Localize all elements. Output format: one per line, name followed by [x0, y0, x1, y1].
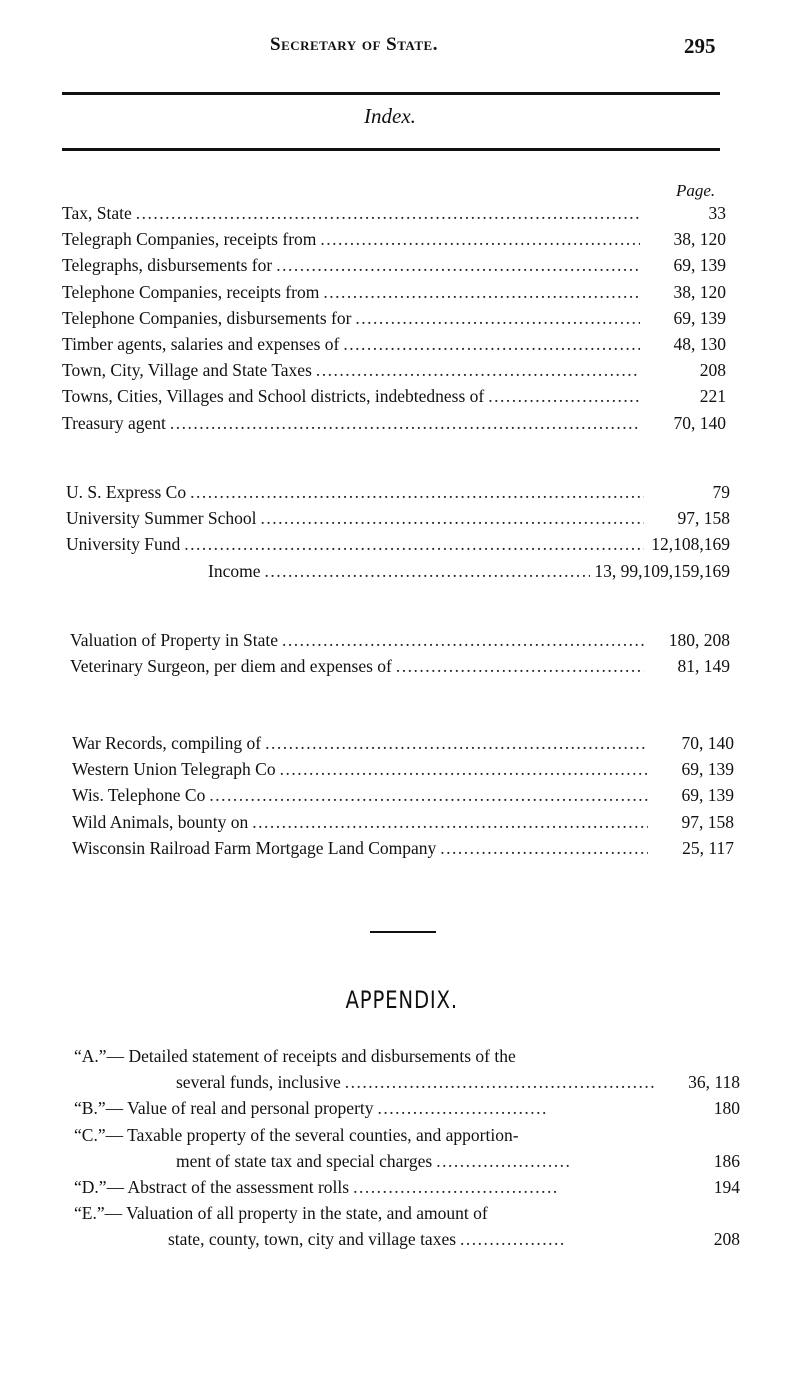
appendix-text: ment of state tax and special charges	[176, 1150, 433, 1171]
leader-dots	[345, 1072, 654, 1093]
section-divider	[370, 931, 436, 933]
entry-pages: 208	[699, 360, 726, 381]
entry-label: Income	[208, 560, 261, 581]
appendix-text: several funds, inclusive	[176, 1072, 341, 1093]
entry-label: Telephone Companies, disbursements for	[62, 307, 352, 328]
entry-label: Wisconsin Railroad Farm Mortgage Land Company	[72, 837, 437, 858]
top-rule	[62, 92, 720, 95]
index-entry	[62, 360, 726, 386]
bottom-rule	[62, 148, 720, 151]
entry-label: Town, City, Village and State Taxes	[62, 360, 312, 381]
entry-label: Tax, State	[62, 203, 132, 223]
appendix-key: “C.”	[74, 1124, 106, 1145]
entry-pages: 13, 99,109,159,169	[594, 560, 730, 581]
leader-dots	[282, 630, 644, 651]
leader-dots	[323, 282, 640, 303]
entry-pages: 70, 140	[681, 733, 734, 753]
entry-label: Telephone Companies, receipts from	[62, 281, 320, 302]
leader-dots	[396, 656, 644, 677]
index-entry	[66, 482, 730, 508]
appendix-pages: 180	[713, 1098, 740, 1119]
leader-dots	[440, 838, 648, 859]
entry-label: Telegraph Companies, receipts from	[62, 229, 317, 250]
entry-label: War Records, compiling of	[72, 733, 262, 753]
entry-pages: 221	[699, 386, 726, 407]
leader-dots	[190, 482, 644, 503]
entry-pages: 79	[712, 482, 730, 502]
leader-dots	[280, 759, 648, 780]
leader-dots	[316, 360, 640, 381]
index-entry	[70, 630, 730, 656]
entry-pages: 12,108,169	[651, 534, 730, 555]
appendix-item-e	[74, 1203, 740, 1229]
entry-label: Towns, Cities, Villages and School districts, indebtedness of	[62, 386, 485, 407]
index-group-w	[72, 733, 734, 864]
index-entry	[72, 812, 734, 838]
appendix-item-c-cont	[74, 1151, 740, 1177]
entry-pages: 69, 139	[673, 307, 726, 328]
entry-pages: 97, 158	[677, 508, 730, 529]
appendix-pages: 194	[713, 1176, 740, 1197]
leader-dots	[265, 733, 648, 754]
entry-label: University Fund	[66, 534, 181, 555]
index-group-v	[70, 630, 730, 682]
appendix-text: — Taxable property of the several counties, and apportion-	[105, 1124, 519, 1145]
leader-dots	[276, 255, 640, 276]
entry-label: Veterinary Surgeon, per diem and expenses of	[70, 656, 392, 677]
index-entry	[72, 785, 734, 811]
leader-dots	[136, 203, 640, 224]
leader-dots	[170, 413, 640, 434]
entry-label: Treasury agent	[62, 412, 166, 433]
leader-dots	[460, 1229, 564, 1250]
index-entry	[62, 229, 726, 255]
page-number: 295	[684, 34, 716, 58]
appendix-text: — Abstract of the assessment rolls	[106, 1176, 350, 1197]
entry-pages: 180, 208	[668, 630, 730, 650]
entry-label: Western Union Telegraph Co	[72, 759, 276, 780]
entry-pages: 38, 120	[673, 281, 726, 302]
running-head	[0, 34, 802, 62]
appendix-item-e-cont	[74, 1229, 740, 1255]
appendix-key: “A.”	[74, 1046, 107, 1066]
index-group-t	[62, 203, 726, 439]
entry-label: Wis. Telephone Co	[72, 785, 206, 806]
leader-dots	[378, 1098, 548, 1119]
leader-dots	[353, 1177, 559, 1198]
index-entry	[66, 508, 730, 534]
leader-dots	[261, 508, 644, 529]
appendix-text: — Value of real and personal property	[105, 1098, 374, 1119]
index-entry	[62, 255, 726, 281]
index-entry	[62, 203, 726, 229]
leader-dots	[184, 534, 644, 555]
entry-label: Timber agents, salaries and expenses of	[62, 333, 340, 354]
entry-pages: 38, 120	[673, 229, 726, 250]
entry-label: University Summer School	[66, 508, 257, 529]
index-entry	[72, 733, 734, 759]
appendix-item-a	[74, 1046, 740, 1072]
index-subentry	[66, 561, 730, 587]
leader-dots	[436, 1151, 570, 1172]
appendix-key: “E.”	[74, 1203, 105, 1224]
entry-pages: 48, 130	[673, 333, 726, 354]
entry-pages: 69, 139	[673, 255, 726, 276]
entry-pages: 69, 139	[681, 785, 734, 806]
index-entry	[66, 534, 730, 560]
index-entry	[62, 386, 726, 412]
section-title: Index.	[364, 104, 416, 128]
entry-pages: 97, 158	[681, 811, 734, 832]
appendix-item-b	[74, 1098, 740, 1124]
index-entry	[62, 413, 726, 439]
index-entry	[62, 334, 726, 360]
page-column-heading: Page.	[676, 181, 716, 200]
leader-dots	[209, 785, 648, 806]
appendix-item-d	[74, 1177, 740, 1203]
entry-label: Telegraphs, disbursements for	[62, 255, 273, 276]
entry-label: U. S. Express Co	[66, 482, 187, 502]
appendix-text: — Detailed statement of receipts and disbursements of the	[106, 1046, 516, 1066]
appendix-item-a-cont	[74, 1072, 740, 1098]
leader-dots	[355, 308, 640, 329]
appendix-title: APPENDIX.	[345, 986, 458, 1014]
index-entry	[62, 282, 726, 308]
appendix-item-c	[74, 1125, 740, 1151]
appendix-key: “B.”	[74, 1098, 106, 1119]
leader-dots	[320, 229, 640, 250]
entry-pages: 25, 117	[682, 837, 734, 858]
entry-pages: 33	[708, 203, 726, 223]
leader-dots	[264, 561, 590, 582]
leader-dots	[252, 812, 648, 833]
leader-dots	[343, 334, 640, 355]
entry-pages: 81, 149	[677, 656, 730, 677]
index-entry	[72, 759, 734, 785]
appendix-pages: 186	[713, 1150, 740, 1171]
appendix-pages: 208	[713, 1229, 740, 1250]
appendix-text: — Valuation of all property in the state, and amount of	[104, 1203, 488, 1224]
index-entry	[70, 656, 730, 682]
entry-label: Valuation of Property in State	[70, 630, 279, 650]
running-title: Secretary of State.	[270, 34, 438, 55]
index-entry	[72, 838, 734, 864]
index-group-u	[66, 482, 730, 587]
appendix-key: “D.”	[74, 1176, 107, 1197]
appendix-text: state, county, town, city and village taxes	[168, 1229, 457, 1250]
leader-dots	[488, 386, 640, 407]
appendix-pages: 36, 118	[688, 1072, 740, 1093]
entry-pages: 70, 140	[673, 412, 726, 433]
index-entry	[62, 308, 726, 334]
appendix-list	[74, 1046, 740, 1256]
entry-label: Wild Animals, bounty on	[72, 811, 249, 832]
entry-pages: 69, 139	[681, 759, 734, 780]
